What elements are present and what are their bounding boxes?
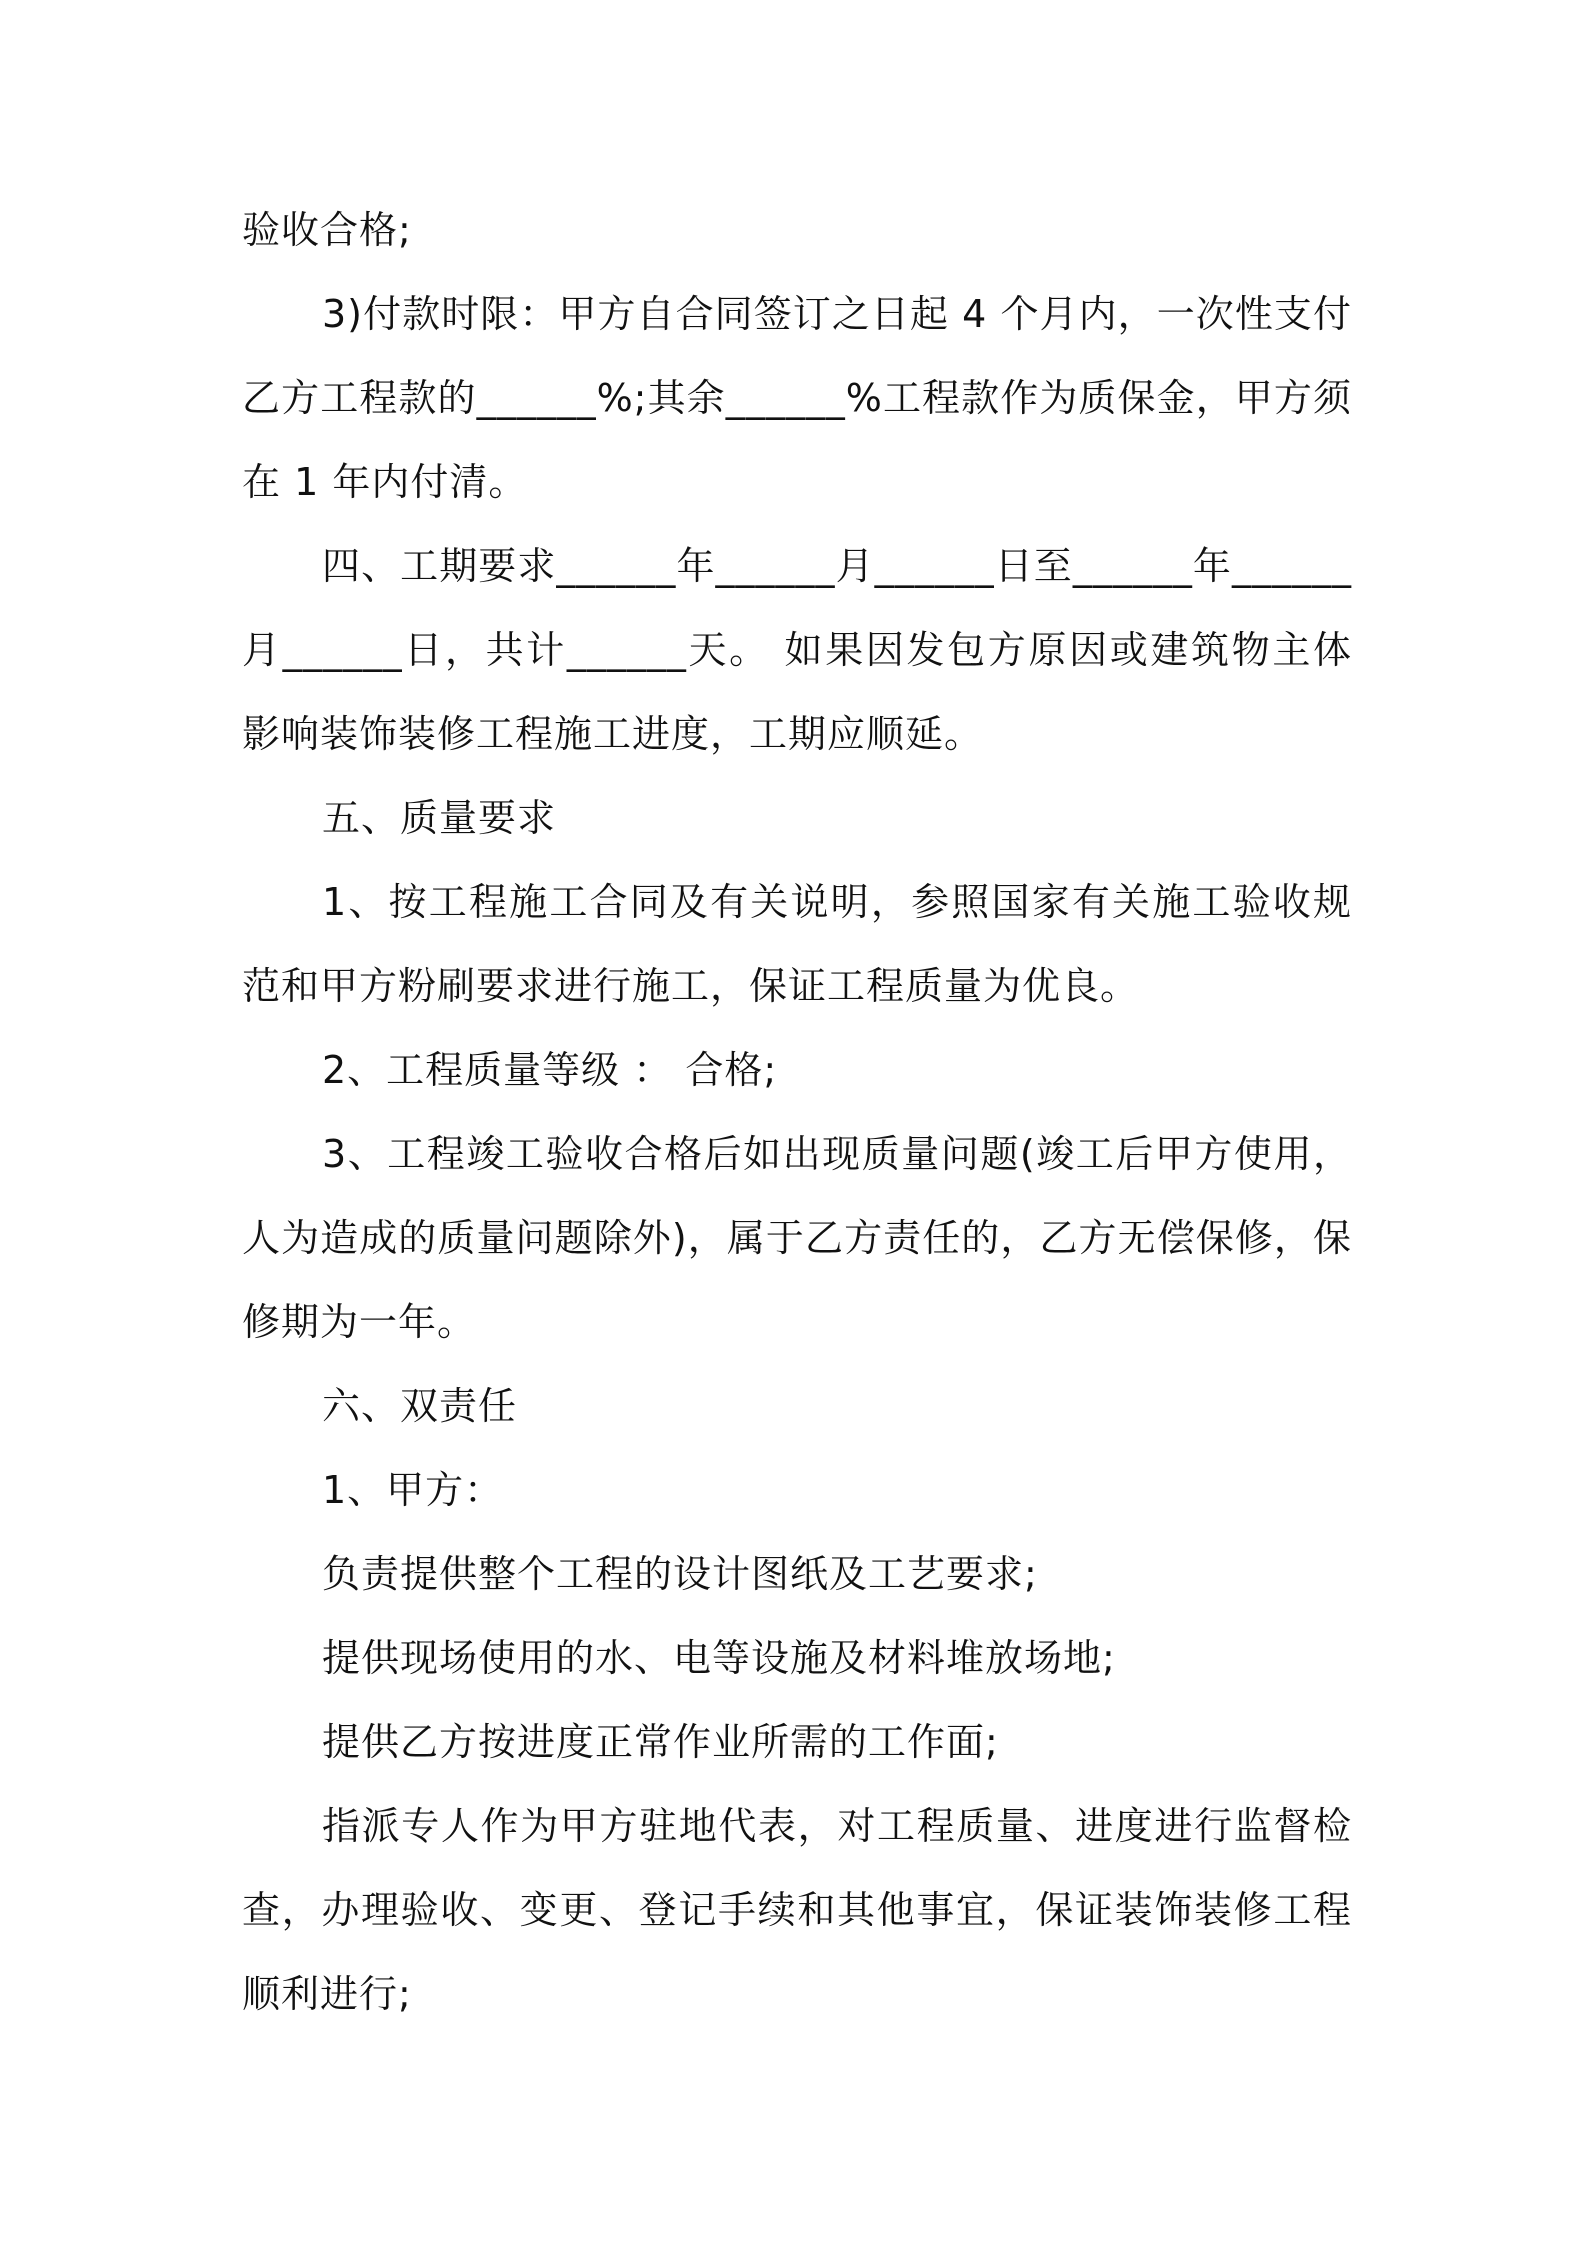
paragraph-quality-item-2: 2、工程质量等级 ： 合格; <box>322 1048 778 1092</box>
paragraph-quality-item-3: 3、工程竣工验收合格后如出现质量问题(竣工后甲方使用，人为造成的质量问题除外)，属于乙方责任的，乙方无偿保修，保修期为一年。 <box>242 1132 1353 1344</box>
subheading-party-a: 1、甲方： <box>322 1468 504 1512</box>
paragraph-quality-item-1: 1、按工程施工合同及有关说明，参照国家有关施工验收规范和甲方粉刷要求进行施工，保证工程质量为优良。 <box>242 880 1352 1008</box>
heading-quality-requirements: 五、质量要求 <box>322 796 557 840</box>
paragraph-payment-deadline: 3)付款时限：甲方自合同签订之日起 4 个月内，一次性支付乙方工程款的______%;其余______%工程款作为质保金，甲方须在 1 年内付清。 <box>242 292 1352 504</box>
paragraph-party-a-duty-3: 提供乙方按进度正常作业所需的工作面; <box>322 1720 999 1764</box>
document-body <box>242 188 1352 2036</box>
paragraph-acceptance-qualified: 验收合格; <box>242 208 412 252</box>
paragraph-party-a-duty-1: 负责提供整个工程的设计图纸及工艺要求; <box>322 1552 1038 1596</box>
paragraph-party-a-duty-2: 提供现场使用的水、电等设施及材料堆放场地; <box>322 1636 1116 1680</box>
paragraph-party-a-duty-4: 指派专人作为甲方驻地代表，对工程质量、进度进行监督检查，办理验收、变更、登记手续和其他事宜，保证装饰装修工程顺利进行; <box>242 1804 1352 2016</box>
paragraph-schedule-requirements: 四、工期要求______年______月______日至______年______月______日，共计______天。 如果因发包方原因或建筑物主体影响装饰装修工程施工进度，工期应顺延。 <box>242 544 1352 756</box>
heading-dual-responsibility: 六、双责任 <box>322 1384 518 1428</box>
